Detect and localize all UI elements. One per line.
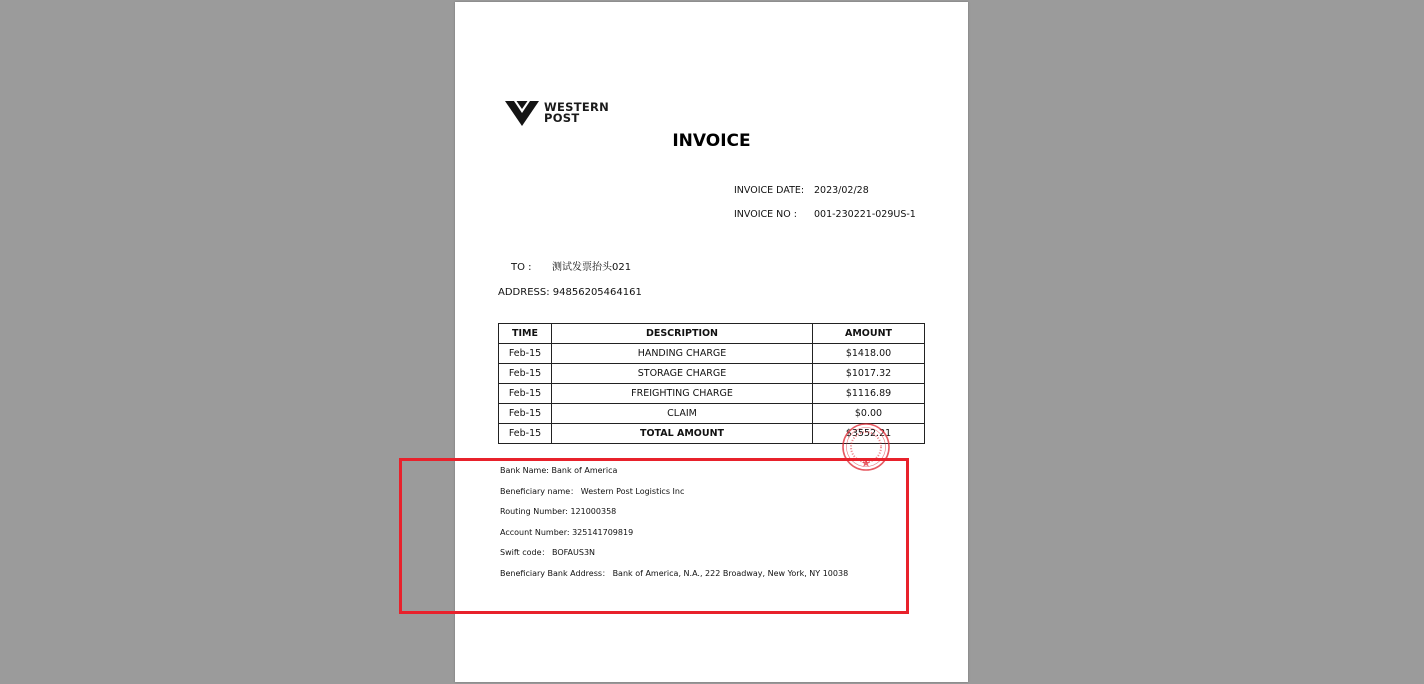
address-label: ADDRESS: [498, 287, 550, 298]
routing-number: Routing Number: 121000358 [500, 507, 617, 516]
header-description: DESCRIPTION [552, 324, 813, 344]
address-row [498, 287, 642, 298]
table-row [499, 404, 925, 424]
invoice-date-value: 2023/02/28 [814, 185, 869, 196]
cell-amount: $1418.00 [813, 344, 925, 364]
cell-description: STORAGE CHARGE [552, 364, 813, 384]
total-row [499, 424, 925, 444]
cell-amount: $1017.32 [813, 364, 925, 384]
bank-name: Bank Name: Bank of America [500, 466, 618, 475]
table-row [499, 364, 925, 384]
cell-time: Feb-15 [499, 344, 552, 364]
logo-line-2: POST [544, 111, 580, 125]
logo-wordmark [544, 102, 609, 124]
cell-amount: $1116.89 [813, 384, 925, 404]
cell-description: FREIGHTING CHARGE [552, 384, 813, 404]
cell-time: Feb-15 [499, 404, 552, 424]
header-time: TIME [499, 324, 552, 344]
invoice-date-row [734, 185, 869, 196]
table-row [499, 344, 925, 364]
western-post-logo [505, 100, 609, 126]
recipient-row [511, 258, 631, 273]
recipient-label: TO : [511, 262, 532, 273]
charges-table [498, 323, 925, 444]
highlight-box [399, 458, 909, 614]
cell-time: Feb-15 [499, 384, 552, 404]
cell-description: HANDING CHARGE [552, 344, 813, 364]
header-amount: AMOUNT [813, 324, 925, 344]
cell-time: Feb-15 [499, 424, 552, 444]
recipient-value: 测试发票抬头021 [552, 262, 632, 273]
invoice-number-row [734, 209, 916, 220]
invoice-number-value: 001-230221-029US-1 [814, 209, 916, 220]
cell-time: Feb-15 [499, 364, 552, 384]
invoice-date-label: INVOICE DATE: [734, 185, 805, 196]
beneficiary-bank-address: Beneficiary Bank Address： Bank of America, N.A., 222 Broadway, New York, NY 10038 [500, 568, 849, 578]
logo-line-1: WESTERN [544, 100, 610, 114]
table-row [499, 384, 925, 404]
table-header-row [499, 324, 925, 344]
cell-amount: $0.00 [813, 404, 925, 424]
beneficiary-name: Beneficiary name： Western Post Logistics Inc [500, 486, 685, 496]
total-amount: $3552.21 [813, 424, 925, 444]
invoice-title: INVOICE [672, 131, 751, 151]
address-value: 94856205464161 [552, 287, 642, 298]
cell-description: CLAIM [552, 404, 813, 424]
swift-code: Swift code： BOFAUS3N [500, 548, 596, 557]
invoice-number-label: INVOICE NO : [734, 209, 797, 220]
western-post-logo-icon [505, 100, 539, 126]
account-number: Account Number: 325141709819 [500, 527, 634, 537]
total-label: TOTAL AMOUNT [552, 424, 813, 444]
